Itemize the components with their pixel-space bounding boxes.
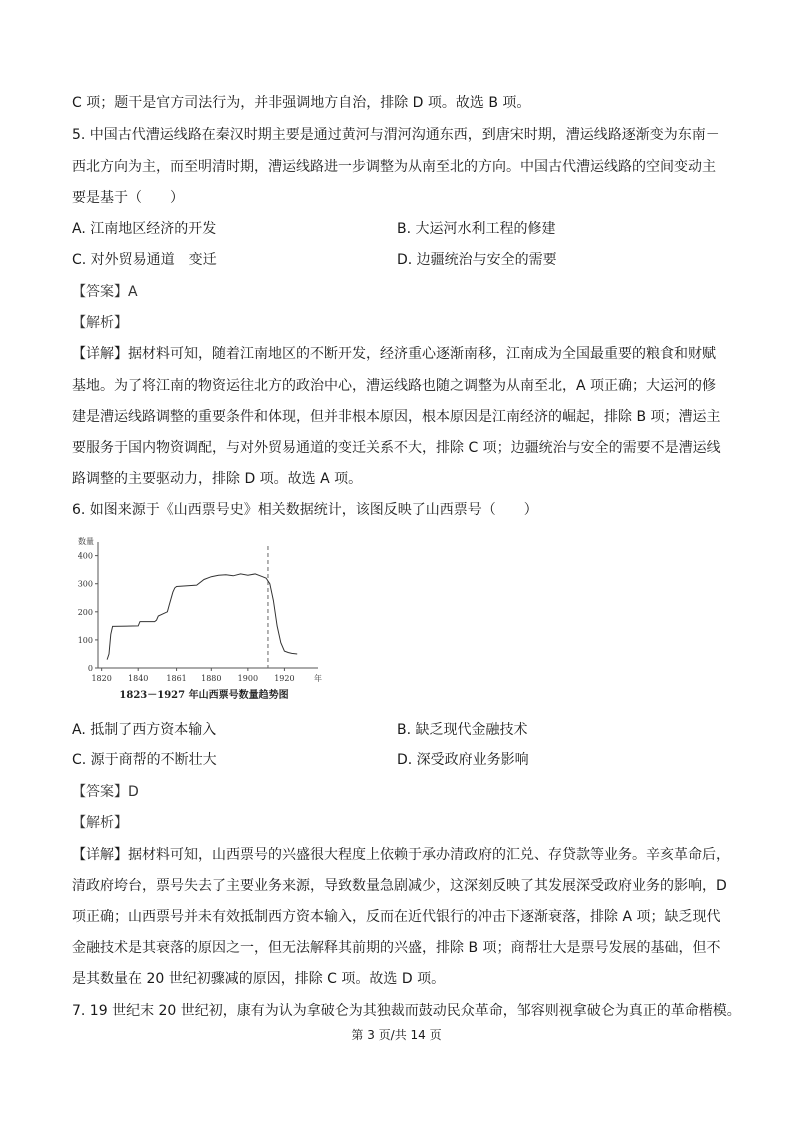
q6-detail-line: 是其数量在 20 世纪初骤减的原因，排除 C 项。故选 D 项。 <box>72 971 446 987</box>
q6-option-d: D. 深受政府业务影响 <box>397 752 529 768</box>
question-5-stem: 要是基于（ ） <box>72 190 184 206</box>
q5-detail-line: 【详解】据材料可知，随着江南地区的不断开发，经济重心逐渐南移，江南成为全国最重要的粮食和财赋 <box>72 346 716 362</box>
q6-detail-line: 清政府垮台，票号失去了主要业务来源，导致数量急剧减少，这深刻反映了其发展深受政府业务的影响，D <box>72 878 727 894</box>
x-tick-label: 1900 <box>237 674 259 683</box>
y-tick-label: 200 <box>77 607 93 617</box>
question-5-stem: 西北方向为主，而至明清时期，漕运线路进一步调整为从南至北的方向。中国古代漕运线路的空间变动主 <box>72 159 716 175</box>
q6-detail-line: 【详解】据材料可知，山西票号的兴盛很大程度上依赖于承办清政府的汇兑、存贷款等业务。辛亥革命后， <box>72 847 730 863</box>
q5-detail-line: 基地。为了将江南的物资运往北方的政治中心，漕运线路也随之调整为从南至北，A 项正确；大运河的修 <box>72 378 717 394</box>
q5-detail-line: 要服务于国内物资调配，与对外贸易通道的变迁关系不大，排除 C 项；边疆统治与安全的需要不是漕运线 <box>72 440 721 456</box>
x-tick-label: 1820 <box>91 674 112 683</box>
y-tick-label: 400 <box>77 551 93 561</box>
q5-option-c: C. 对外贸易通道 变迁 <box>72 252 217 268</box>
chart-title: 1823－1927 年山西票号数量趋势图 <box>119 690 289 701</box>
question-5-stem: 5. 中国古代漕运线路在秦汉时期主要是通过黄河与渭河沟通东西，到唐宋时期，漕运线路逐渐变为东南－ <box>72 127 720 143</box>
question-7-stem: 7. 19 世纪末 20 世纪初，康有为认为拿破仑为其独裁而鼓动民众革命，邹容则视拿破仑为真正的革命楷模。 <box>72 1003 741 1019</box>
page-footer: 第 3 页/共 14 页 <box>351 1028 442 1042</box>
q5-detail-line: 路调整的主要驱动力，排除 D 项。故选 A 项。 <box>72 471 363 487</box>
q6-detail-line: 项正确；山西票号并未有效抵制西方资本输入，反而在近代银行的冲击下逐渐衰落，排除 A 项；缺乏现代 <box>72 909 721 925</box>
x-tick-label: 1880 <box>201 674 222 683</box>
q5-analysis-label: 【解析】 <box>72 315 128 331</box>
x-tick-label: 1920 <box>274 674 295 683</box>
q6-answer: 【答案】D <box>72 784 139 800</box>
q5-option-b: B. 大运河水利工程的修建 <box>397 221 556 237</box>
x-tick-label: 1840 <box>128 674 149 683</box>
q5-answer: 【答案】A <box>72 284 138 300</box>
q5-detail-line: 建是漕运线路调整的重要条件和体现，但并非根本原因，根本原因是江南经济的崛起，排除 B 项；漕运主 <box>72 409 721 425</box>
q5-option-a: A. 江南地区经济的开发 <box>72 221 217 237</box>
q6-option-b: B. 缺乏现代金融技术 <box>397 722 528 738</box>
y-tick-label: 0 <box>87 664 93 673</box>
y-tick-label: 300 <box>77 579 93 589</box>
q6-option-a: A. 抵制了西方资本输入 <box>72 722 217 738</box>
q5-option-d: D. 边疆统治与安全的需要 <box>397 252 557 268</box>
question-6-stem: 6. 如图来源于《山西票号史》相关数据统计，该图反映了山西票号（ ） <box>72 502 538 518</box>
prev-answer-line: C 项；题干是官方司法行为，并非强调地方自治，排除 D 项。故选 B 项。 <box>72 95 531 111</box>
series-line <box>107 574 297 660</box>
y-tick-label: 100 <box>77 635 93 645</box>
q6-detail-line: 金融技术是其衰落的原因之一，但无法解释其前期的兴盛，排除 B 项；商帮壮大是票号发展的基础，但不 <box>72 940 721 956</box>
q6-analysis-label: 【解析】 <box>72 815 128 831</box>
trend-chart <box>70 532 330 712</box>
q6-option-c: C. 源于商帮的不断壮大 <box>72 752 217 768</box>
y-axis-label: 数量 <box>78 537 94 546</box>
x-tick-label: 1861 <box>166 674 187 683</box>
x-axis-label: 年 <box>314 674 322 683</box>
